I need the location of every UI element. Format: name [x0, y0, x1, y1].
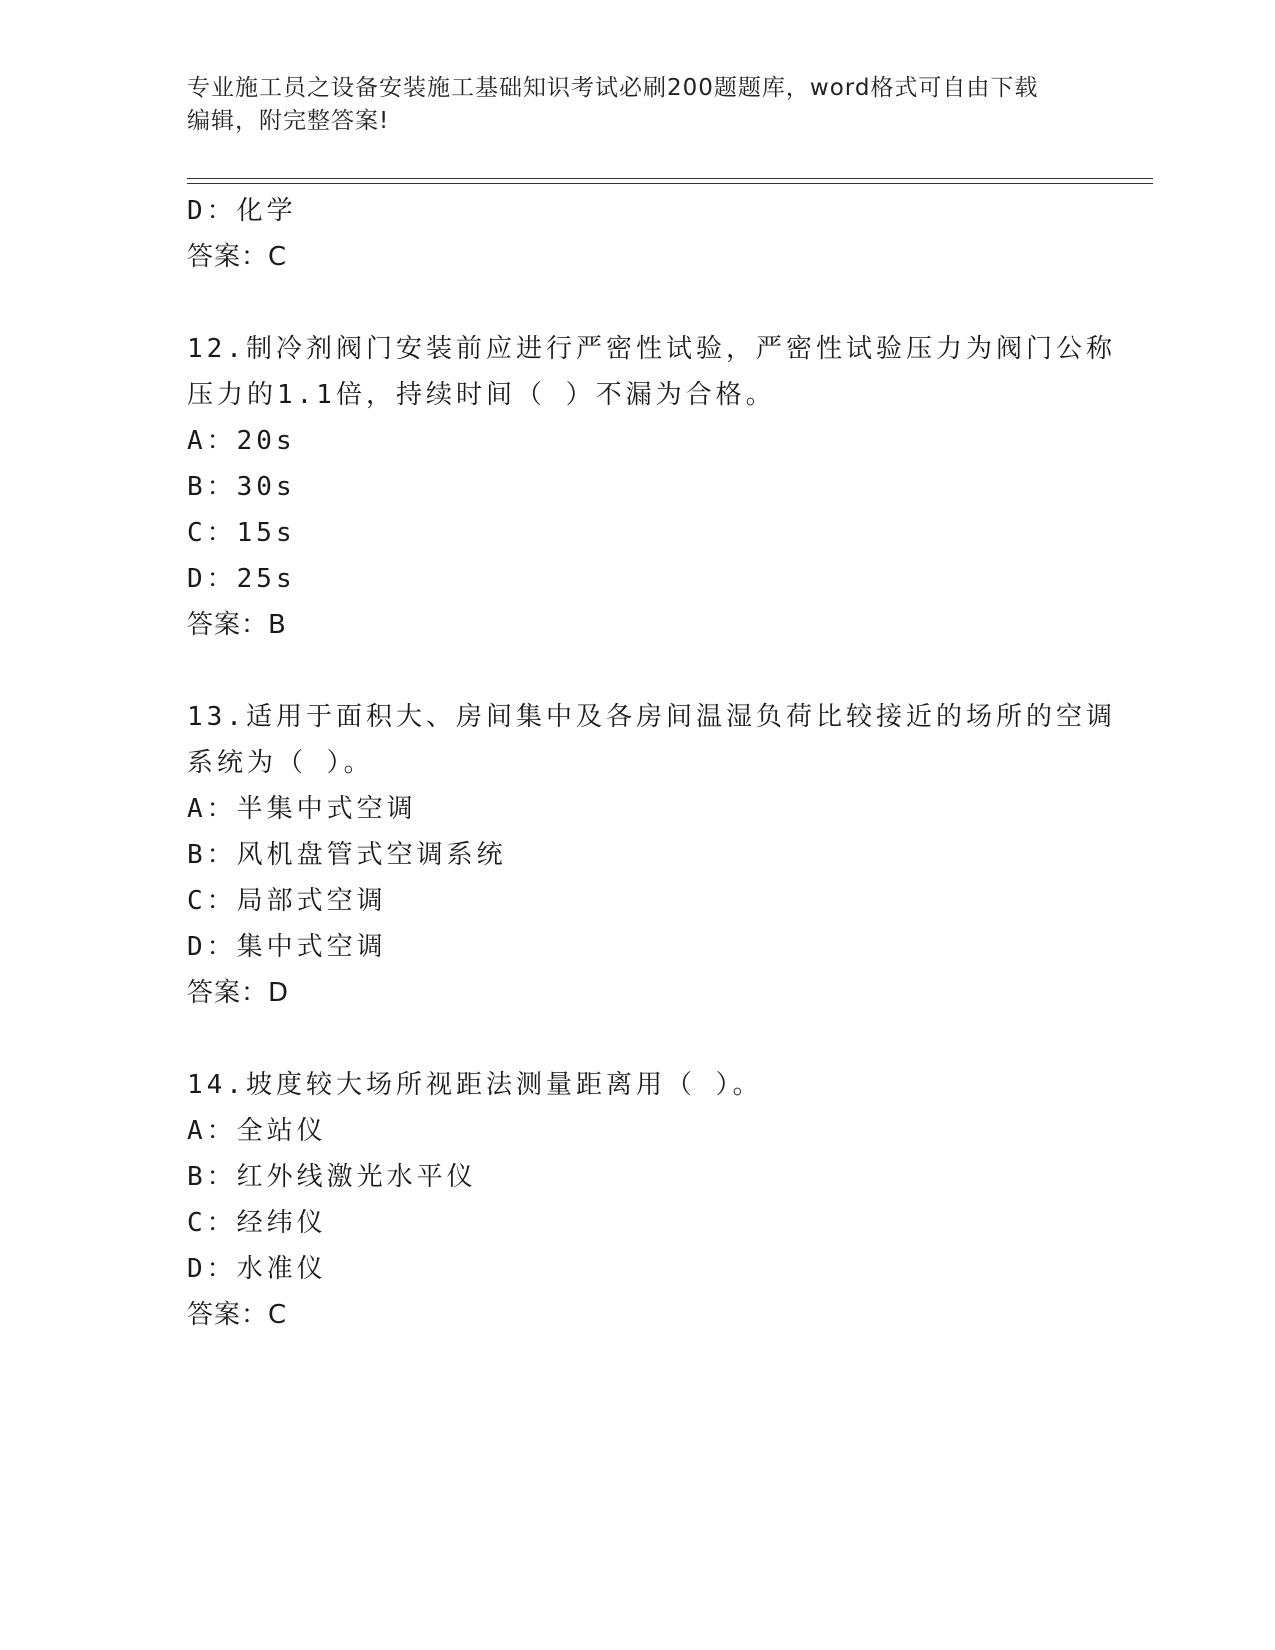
- question-12: [187, 326, 1116, 648]
- prev-option-d: D：化学: [187, 196, 297, 226]
- question-stem-line: 13.适用于面积大、房间集中及各房间温湿负荷比较接近的场所的空调: [187, 702, 1116, 732]
- answer: 答案：D: [187, 978, 290, 1008]
- header-rule-bottom: [187, 183, 1153, 184]
- answer: 答案：B: [187, 610, 287, 640]
- option-a: A：20s: [187, 426, 296, 456]
- option-b: B：风机盘管式空调系统: [187, 840, 507, 870]
- option-c: C：局部式空调: [187, 886, 387, 916]
- question-stem-line: 系统为（ ）。: [187, 748, 374, 778]
- document-body: [187, 188, 1116, 1338]
- option-d: D：水准仪: [187, 1254, 327, 1284]
- option-b: B：红外线激光水平仪: [187, 1162, 477, 1192]
- prev-answer: 答案：C: [187, 242, 288, 272]
- header-line-1: 专业施工员之设备安装施工基础知识考试必刷200题题库，word格式可自由下载: [187, 75, 1039, 101]
- spacer: [187, 648, 1087, 694]
- question-stem-line: 14.坡度较大场所视距法测量距离用（ ）。: [187, 1070, 763, 1100]
- spacer: [187, 1016, 1087, 1062]
- option-a: A：半集中式空调: [187, 794, 417, 824]
- option-b: B：30s: [187, 472, 296, 502]
- question-stem-line: 12.制冷剂阀门安装前应进行严密性试验，严密性试验压力为阀门公称: [187, 334, 1116, 364]
- option-d: D：25s: [187, 564, 296, 594]
- option-d: D：集中式空调: [187, 932, 387, 962]
- question-14: [187, 1062, 1087, 1338]
- answer: 答案：C: [187, 1300, 288, 1330]
- option-c: C：经纬仪: [187, 1208, 327, 1238]
- spacer: [187, 280, 1087, 326]
- header-line-2: 编辑，附完整答案!: [187, 108, 390, 134]
- option-a: A：全站仪: [187, 1116, 327, 1146]
- question-13: [187, 694, 1116, 1016]
- header-rule-top: [187, 178, 1153, 179]
- question-stem-line: 压力的1.1倍，持续时间（ ）不漏为合格。: [187, 380, 776, 410]
- document-header: [187, 72, 1087, 138]
- option-c: C：15s: [187, 518, 296, 548]
